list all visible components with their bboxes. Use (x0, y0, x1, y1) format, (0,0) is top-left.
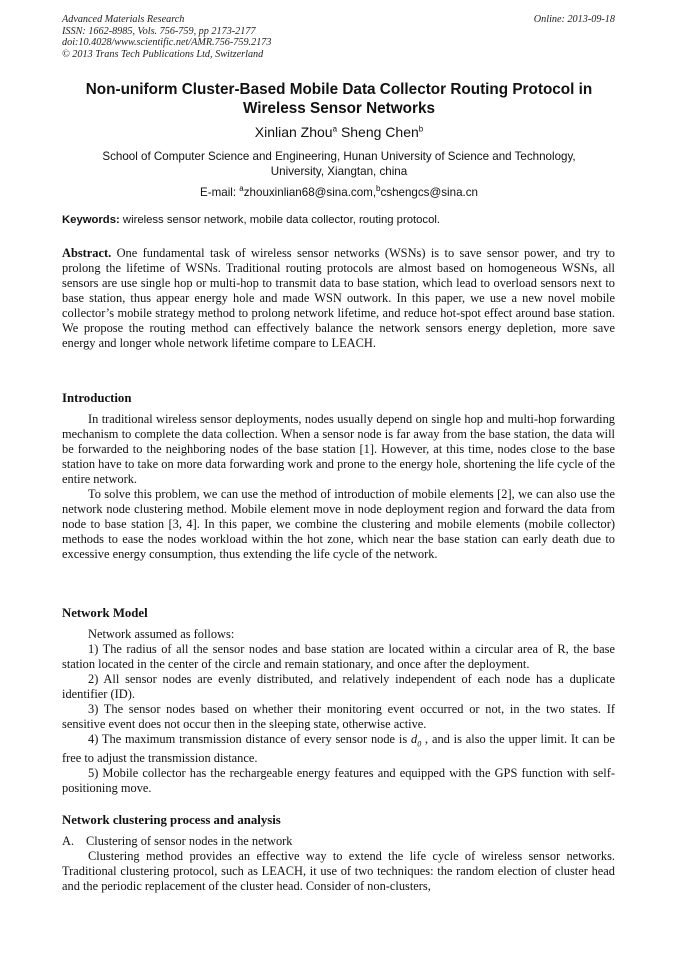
item-4-text-start: 4) The maximum transmission distance of every sensor node is (88, 732, 411, 746)
network-model-item-2: 2) All sensor nodes are evenly distributed, and relatively independent of each node has a duplicate identifier (ID). (62, 672, 615, 701)
abstract-text: One fundamental task of wireless sensor networks (WSNs) is to save sensor power, and try to prolong the lifetime of WSNs. Traditional routing protocols are almost based on homogeneous WSNs, all sensors are use single hop or multi-hop to transmit data to base station, which lead to overload sensors next to base station, thus appear energy hole and made WSN outwork. In this paper, we use a new novel mobile collector’s mobile strategy method to prolong network lifetime, and reduce hot-spot effect around base station. We propose the routing method can effectively balance the network sensors energy depletion, more save energy and longer whole network lifetime compare to LEACH. (62, 246, 615, 350)
network-model-heading: Network Model (62, 606, 148, 620)
introduction-heading: Introduction (62, 391, 132, 405)
introduction-paragraph-2: To solve this problem, we can use the method of introduction of mobile elements [2], we can also use the network node clustering method. Mobile element move in node deployment region and forward the data from node to base station [3, 4]. In this paper, we combine the clustering and mobile elements (mobile collector) methods to ease the nodes workload within the hot zone, which near the base station can early death due to excessive energy consumption, thus extending the life cycle of the network. (62, 487, 615, 561)
doi-line: doi:10.4028/www.scientific.net/AMR.756-759.2173 (62, 37, 272, 49)
keywords-text: wireless sensor network, mobile data collector, routing protocol. (119, 214, 440, 226)
affiliation: School of Computer Science and Engineering, Hunan University of Science and Technology, University, Xiangtan, china (102, 150, 576, 178)
keywords (62, 213, 616, 227)
author-line (62, 123, 616, 141)
email-line (62, 186, 616, 200)
abstract (62, 246, 615, 351)
author-2-sup: b (418, 124, 424, 134)
section-clustering (62, 813, 615, 894)
clustering-heading: Network clustering process and analysis (62, 813, 281, 827)
abstract-label: Abstract. (62, 246, 112, 260)
clustering-paragraph-1: Clustering method provides an effective way to extend the life cycle of wireless sensor networks. Traditional clustering protocol, such as LEACH, it use of two techniques: the random election of cluster head and the periodic replacement of the cluster head. Consider of non-clusters, (62, 849, 615, 893)
email-sup-b: b (376, 184, 381, 194)
email-label: E-mail: (200, 186, 240, 199)
issn-line: ISSN: 1662-8985, Vols. 756-759, pp 2173-2177 (62, 25, 256, 37)
author-2: Sheng Chen (340, 124, 419, 140)
section-network-model (62, 606, 615, 796)
author-1: Xinlian Zhou (254, 124, 333, 140)
item-4-text-end: , and is also the upper limit. It can be free to adjust the transmission distance. (62, 732, 615, 766)
subsection-a-title: Clustering of sensor nodes in the network (86, 834, 293, 848)
network-model-item-1: 1) The radius of all the sensor nodes and base station are located within a circular area of R, the base station located in the center of the circle and remain stationary, and once after the deployment. (62, 642, 615, 671)
email-a: zhouxinlian68@sina.com, (243, 186, 377, 199)
journal-header (62, 14, 617, 60)
d0-var: d (410, 732, 418, 746)
paper-title: Non-uniform Cluster-Based Mobile Data Collector Routing Protocol in Wireless Sensor Networks (85, 81, 593, 117)
keywords-label: Keywords: (62, 214, 120, 226)
email-sup-a: a (239, 184, 244, 194)
journal-name: Advanced Materials Research (62, 14, 185, 25)
network-model-item-5: 5) Mobile collector has the rechargeable energy features and equipped with the GPS function with self-positioning move. (62, 766, 615, 796)
subsection-a-label: A. (62, 834, 75, 848)
network-model-item-3: 3) The sensor nodes based on whether their monitoring event occurred or not, in the two states. If sensitive event does not occur then in the sleeping state, otherwise active. (62, 702, 615, 731)
d0-subscript: 0 (417, 739, 422, 749)
online-date: Online: 2013-09-18 (533, 14, 615, 25)
d0-symbol (410, 732, 422, 749)
introduction-paragraph-1: In traditional wireless sensor deployments, nodes usually depend on single hop and multi-hop forwarding mechanism to complete the data collection. When a sensor node is far away from the base station, the data will be forwarded to the neighboring nodes of the base station [1]. However, at this time, nodes close to the base station have to take on more data forwarding work and prone to the energy hole, shortening the life cycle of the entire network. (62, 412, 615, 486)
section-introduction (62, 391, 615, 562)
author-1-sup: a (332, 124, 338, 134)
copyright-line: © 2013 Trans Tech Publications Ltd, Switzerland (62, 48, 264, 60)
network-model-intro: Network assumed as follows: (88, 627, 235, 641)
network-model-item-4 (62, 732, 615, 766)
email-b: cshengcs@sina.cn (380, 186, 478, 199)
subsection-a (62, 834, 615, 849)
